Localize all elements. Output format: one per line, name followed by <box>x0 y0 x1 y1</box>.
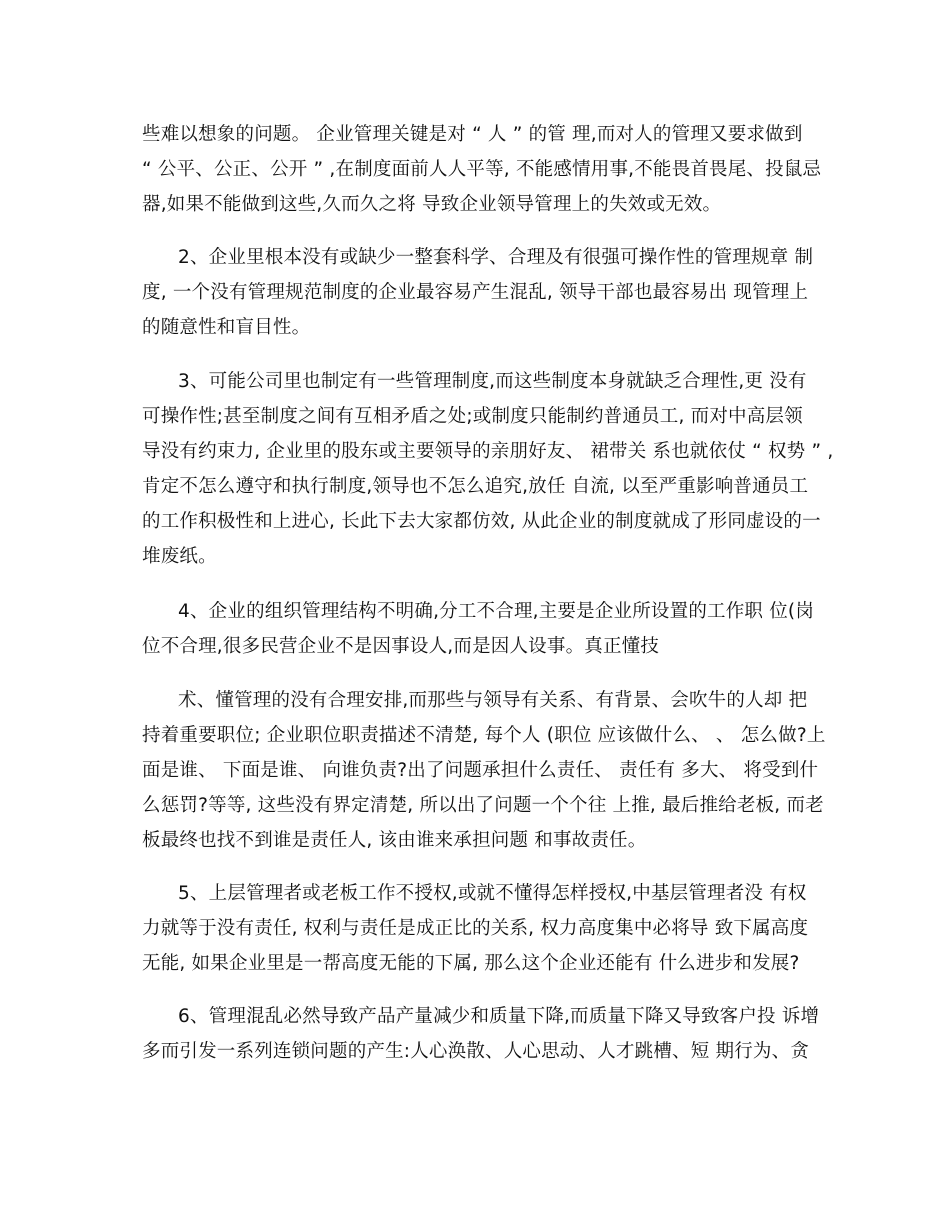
text-line: 度, 一个没有管理规范制度的企业最容易产生混乱, 领导干部也最容易出 现管理上 <box>142 282 809 303</box>
text-line: 的随意性和盲目性。 <box>142 317 311 338</box>
text-line: 堆废纸。 <box>142 546 217 567</box>
text-line: 持着重要职位; 企业职位职责描述不清楚, 每个人 (职位 应该做什么、 、 怎么做?上 <box>142 725 826 746</box>
text-line: 位不合理,很多民营企业不是因事设人,而是因人设事。真正懂技 <box>142 636 660 657</box>
text-line: 的工作积极性和上进心, 长此下去大家都仿效, 从此企业的制度就成了形同虚设的一 <box>142 511 821 532</box>
text-line: 肯定不怎么遵守和执行制度,领导也不怎么追究,放任 自流, 以至严重影响普通员工 <box>142 476 809 497</box>
text-line: 器,如果不能做到这些,久而久之将 导致企业领导管理上的失效或无效。 <box>142 194 722 215</box>
text-line: 3、可能公司里也制定有一些管理制度,而这些制度本身就缺乏合理性,更 没有 <box>178 371 807 392</box>
text-line: 么惩罚?等等, 这些没有界定清楚, 所以出了问题一个个往 上推, 最后推给老板, 而老 <box>142 795 824 816</box>
paragraph-3 <box>142 364 834 574</box>
text-line: 4、企业的组织管理结构不明确,分工不合理,主要是企业所设置的工作职 位(岗 <box>178 601 815 622</box>
paragraph-4 <box>142 594 815 664</box>
text-line: 术、懂管理的没有合理安排,而那些与领导有关系、有背景、会吹牛的人却 把 <box>178 690 808 711</box>
paragraph-2 <box>142 240 814 345</box>
paragraph-5 <box>142 683 826 858</box>
paragraph-7 <box>142 999 820 1069</box>
text-line: 多而引发一系列连锁问题的产生:人心涣散、人心思动、人才跳槽、短 期行为、贪 <box>142 1041 810 1062</box>
text-line: “ 公平、公正、公开 ” ,在制度面前人人平等, 不能感情用事,不能畏首畏尾、投鼠忌 <box>142 159 822 180</box>
text-line: 无能, 如果企业里是一帮高度无能的下属, 那么这个企业还能有 什么进步和发展? <box>142 953 800 974</box>
text-line: 面是谁、 下面是谁、 向谁负责?出了问题承担什么责任、 责任有 多大、 将受到什 <box>142 760 819 781</box>
text-line: 5、上层管理者或老板工作不授权,或就不懂得怎样授权,中基层管理者没 有权 <box>178 883 807 904</box>
text-line: 板最终也找不到谁是责任人, 该由谁来承担问题 和事故责任。 <box>142 830 647 851</box>
text-line: 力就等于没有责任, 权利与责任是成正比的关系, 权力高度集中必将导 致下属高度 <box>142 918 809 939</box>
paragraph-6 <box>142 876 810 981</box>
text-line: 可操作性;甚至制度之间有互相矛盾之处;或制度只能制约普通员工, 而对中高层领 <box>142 406 803 427</box>
text-line: 导没有约束力, 企业里的股东或主要领导的亲朋好友、 裙带关 系也就依仗 “ 权势 ” , <box>142 441 834 462</box>
text-line: 6、管理混乱必然导致产品产量减少和质量下降,而质量下降又导致客户投 诉增 <box>178 1006 820 1027</box>
paragraph-1 <box>142 117 822 222</box>
text-line: 2、企业里根本没有或缺少一整套科学、合理及有很强可操作性的管理规章 制 <box>178 247 814 268</box>
text-line: 些难以想象的问题。 企业管理关键是对 “ 人 ” 的管 理,而对人的管理又要求做到 <box>142 124 803 145</box>
